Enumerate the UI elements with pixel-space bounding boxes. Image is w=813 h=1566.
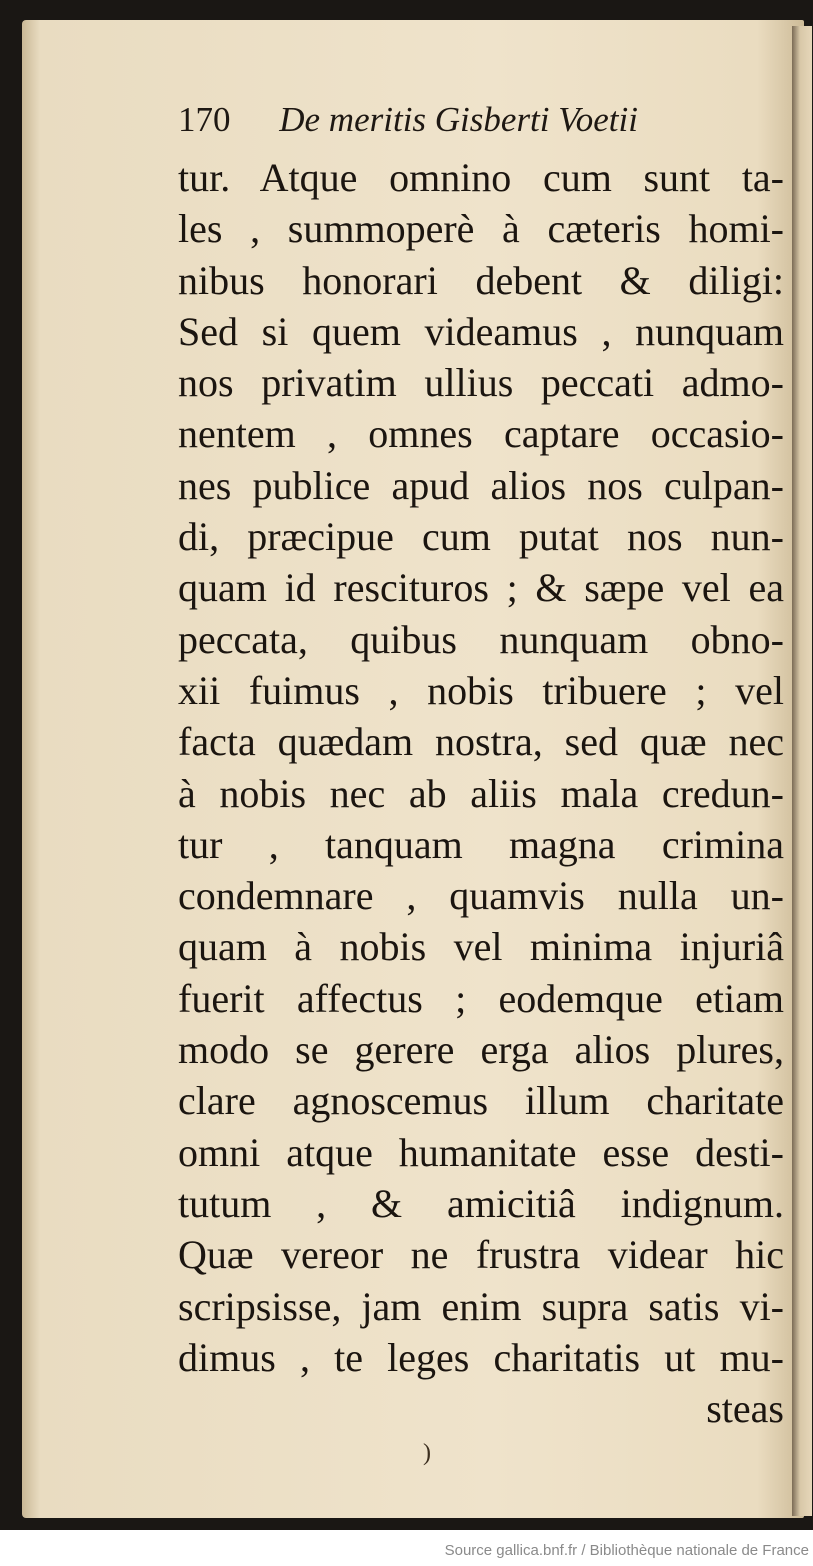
running-header — [178, 100, 778, 140]
text-line: nos privatim ullius peccati admo- — [178, 360, 784, 406]
text-line: di, præcipue cum putat nos nun- — [178, 514, 784, 560]
source-credit: Source gallica.bnf.fr / Bibliothèque nationale de France — [444, 1542, 809, 1559]
text-line: quam id rescituros ; & sæpe vel ea — [178, 565, 784, 611]
text-line: dimus , te leges charitatis ut mu- — [178, 1334, 784, 1380]
facing-page-edge — [792, 26, 812, 1516]
text-line: nentem , omnes captare occasio- — [178, 411, 784, 457]
text-line: peccata, quibus nunquam obno- — [178, 616, 784, 662]
text-line: scripsisse, jam enim supra satis vi- — [178, 1283, 784, 1329]
text-line: clare agnoscemus illum charitate — [178, 1078, 784, 1124]
text-line: fuerit affectus ; eodemque etiam — [178, 975, 784, 1021]
text-line: quam à nobis vel minima injuriâ — [178, 924, 784, 970]
text-line: tutum , & amicitiâ indignum. — [178, 1180, 784, 1226]
body-text — [178, 152, 784, 1434]
text-line: tur. Atque omnino cum sunt ta- — [178, 155, 784, 200]
text-line: Sed si quem videamus , nunquam — [178, 308, 784, 354]
text-line: nibus honorari debent & diligi: — [178, 257, 784, 303]
text-line: à nobis nec ab aliis mala credun- — [178, 770, 784, 816]
source-footer — [0, 1530, 813, 1566]
text-line: condemnare , quamvis nulla un- — [178, 873, 784, 919]
text-line: tur , tanquam magna crimina — [178, 821, 784, 867]
running-title: De meritis Gisberti Voetii — [279, 100, 638, 139]
text-line: facta quædam nostra, sed quæ nec — [178, 719, 784, 765]
text-line: xii fuimus , nobis tribuere ; vel — [178, 667, 784, 713]
text-line: nes publice apud alios nos culpan- — [178, 462, 784, 508]
text-line: les , summoperè à cæteris homi- — [178, 206, 784, 252]
ink-mark: ) — [423, 1440, 431, 1466]
text-line: omni atque humanitate esse desti- — [178, 1129, 784, 1175]
catchword: steas — [706, 1386, 784, 1432]
text-line: Quæ vereor ne frustra videar hic — [178, 1232, 784, 1278]
text-line: modo se gerere erga alios plures, — [178, 1027, 784, 1073]
page-number: 170 — [178, 100, 231, 139]
